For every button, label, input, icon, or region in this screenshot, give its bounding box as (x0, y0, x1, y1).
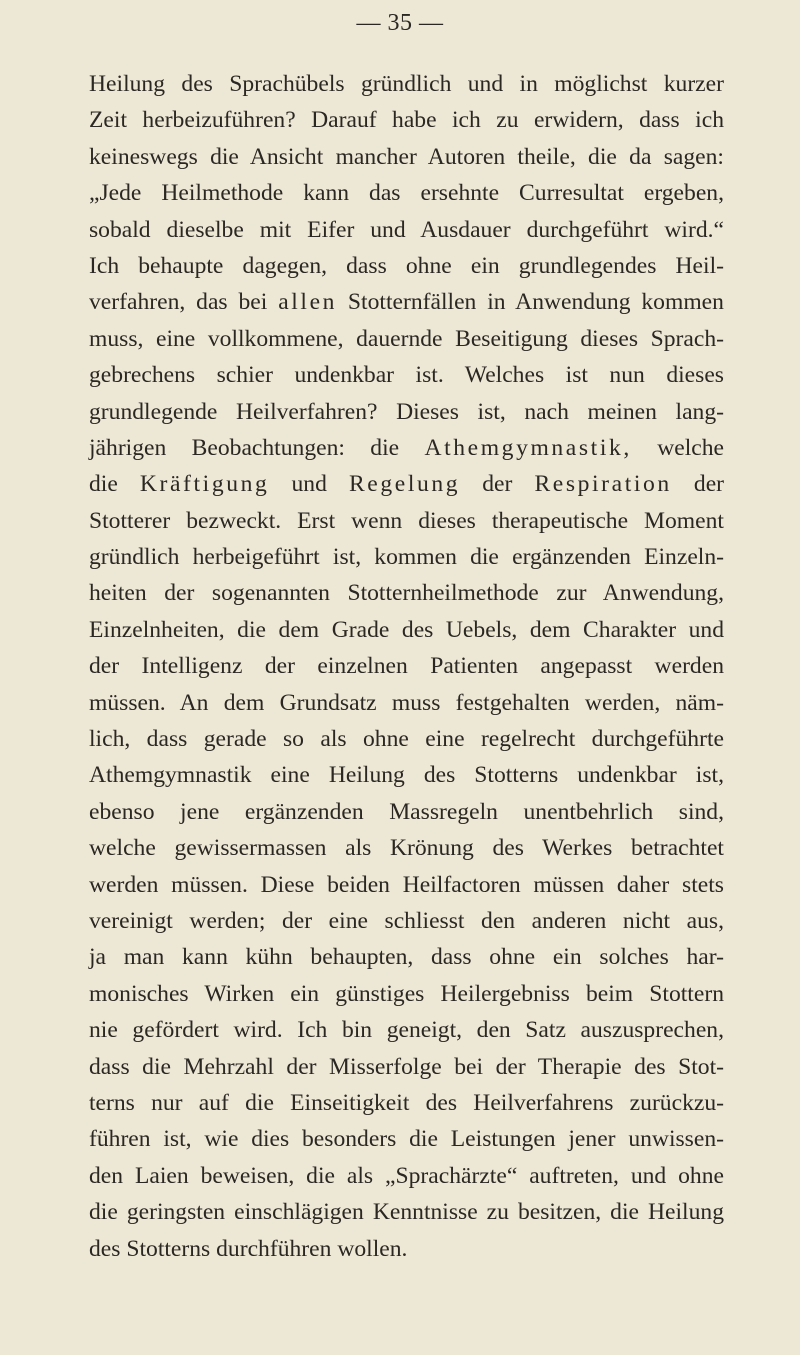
text-line-21: ebenso jene ergänzenden Massregeln unentbehrlich sind, (89, 798, 724, 825)
text-line-3: keineswegs die Ansicht mancher Autoren theile, die da sagen: (89, 143, 724, 170)
text-line-7: verfahren, das bei allen Stotternfällen in Anwendung kommen (89, 289, 724, 316)
text-line-15: heiten der sogenannten Stotternheilmethode zur Anwendung, (89, 580, 724, 607)
text-line-14: gründlich herbeigeführt ist, kommen die ergänzenden Einzeln- (89, 544, 724, 571)
text-line-26: monisches Wirken ein günstiges Heilergebniss beim Stottern (89, 980, 724, 1007)
text-line-11: jährigen Beobachtungen: die Athemgymnastik, welche (89, 434, 725, 461)
text-line-30: führen ist, wie dies besonders die Leistungen jener unwissen- (89, 1126, 724, 1153)
page-number: — 35 — (356, 10, 444, 36)
text-line-17: der Intelligenz der einzelnen Patienten angepasst werden (89, 653, 724, 680)
text-line-2: Zeit herbeizuführen? Darauf habe ich zu erwidern, dass ich (89, 107, 724, 134)
text-line-20: Athemgymnastik eine Heilung des Stotterns undenkbar ist, (89, 762, 724, 789)
text-line-24: vereinigt werden; der eine schliesst den anderen nicht aus, (89, 907, 724, 934)
text-line-9: gebrechens schier undenkbar ist. Welches ist nun dieses (89, 362, 724, 389)
text-line-23: werden müssen. Diese beiden Heilfactoren müssen daher stets (89, 871, 724, 898)
text-line-1: Heilung des Sprachübels gründlich und in möglichst kurzer (89, 71, 724, 97)
text-line-4: „Jede Heilmethode kann das ersehnte Curresultat ergeben, (89, 180, 724, 207)
text-line-16: Einzelnheiten, die dem Grade des Uebels, dem Charakter und (89, 616, 724, 643)
text-line-25: ja man kann kühn behaupten, dass ohne ein solches har- (89, 944, 724, 971)
text-line-22: welche gewissermassen als Krönung des Werkes betrachtet (89, 835, 724, 862)
text-line-8: muss, eine vollkommene, dauernde Beseitigung dieses Sprach- (89, 325, 724, 352)
text-line-31: den Laien beweisen, die als „Sprachärzte“ auftreten, und ohne (89, 1162, 724, 1189)
text-line-29: terns nur auf die Einseitigkeit des Heilverfahrens zurückzu- (89, 1089, 724, 1116)
text-line-33: des Stotterns durchführen wollen. (89, 1235, 408, 1262)
text-line-13: Stotterer bezweckt. Erst wenn dieses therapeutische Moment (89, 507, 724, 534)
text-line-18: müssen. An dem Grundsatz muss festgehalten werden, näm- (89, 689, 724, 716)
text-line-12: die Kräftigung und Regelung der Respiration der (89, 471, 725, 498)
text-line-28: dass die Mehrzahl der Misserfolge bei der Therapie des Stot- (89, 1053, 724, 1080)
text-line-10: grundlegende Heilverfahren? Dieses ist, nach meinen lang- (89, 398, 724, 425)
text-line-27: nie gefördert wird. Ich bin geneigt, den Satz auszusprechen, (89, 1017, 724, 1044)
text-line-19: lich, dass gerade so als ohne eine regelrecht durchgeführte (89, 726, 724, 753)
text-line-5: sobald dieselbe mit Eifer und Ausdauer durchgeführt wird.“ (89, 216, 724, 243)
body-text (89, 66, 724, 1267)
text-line-32: die geringsten einschlägigen Kenntnisse zu besitzen, die Heilung (89, 1199, 724, 1226)
text-line-6: Ich behaupte dagegen, dass ohne ein grundlegendes Heil- (89, 252, 724, 279)
